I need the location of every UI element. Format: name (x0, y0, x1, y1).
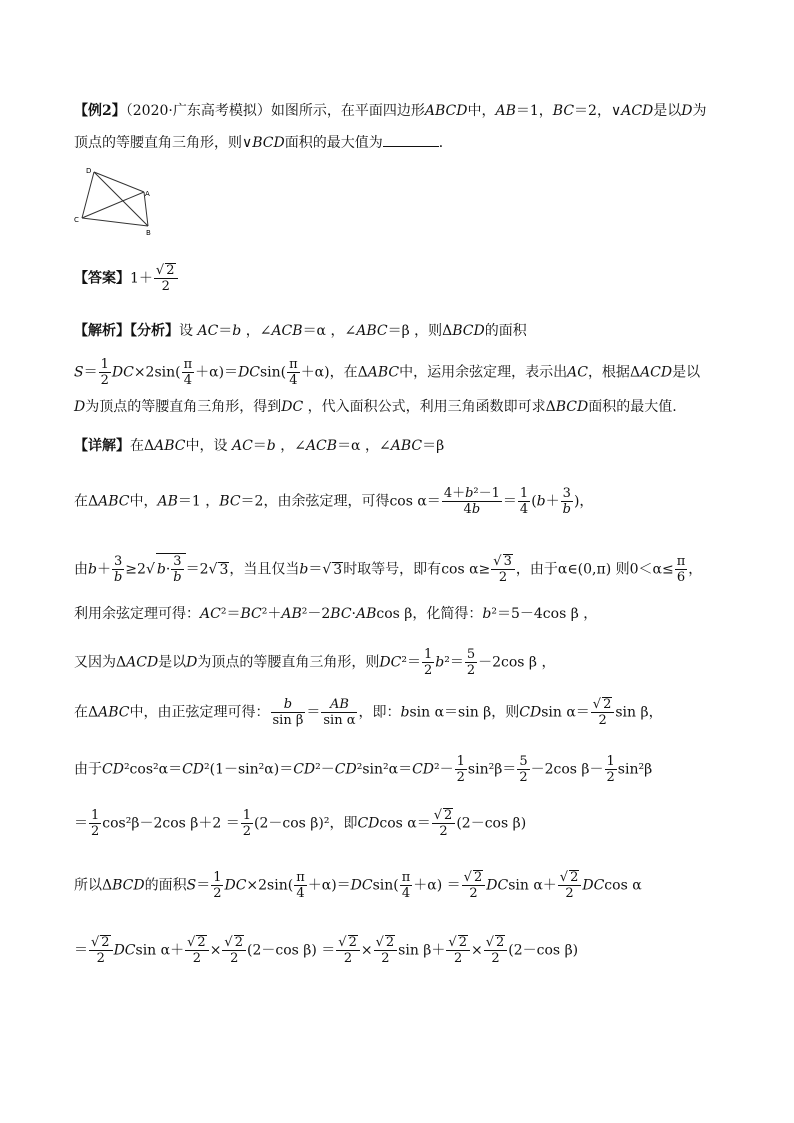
label-B: B (146, 229, 151, 237)
detail-line-5: 又因为ΔACD是以D为顶点的等腰直角三角形，则DC²＝ $\frac{1}{2}$ b²＝ $\frac{5}{2}$ －2cos β ， (74, 647, 556, 678)
analysis-line-3: D为顶点的等腰直角三角形，得到DC ，代入面积公式，利用三角函数即可求ΔBCD面积的最大值. (74, 399, 677, 415)
analysis-line-1: 【解析】【分析】设 AC＝b ，∠ACB＝α ，∠ABC＝β ，则ΔBCD的面积 (74, 323, 527, 339)
answer-line: 【答案】1＋ $\frac{√ 2}{2}$ (74, 263, 179, 294)
detail-line-4: 利用余弦定理可得：AC²＝BC²＋AB²－2BC·ABcos β，化简得：b²＝5－4cos β ， (74, 606, 598, 622)
label-A: A (145, 190, 150, 198)
detail-line-3: 由b＋ $\frac{3}{b}$ ≥2√ b· $\frac{3}{b}$ ＝2√ 3，当且仅当b＝√ 3时取等号，即有cos α≥ $\frac{√ 3}{2}$ ，由于α∈(0,π) 则0＜α≤ $\frac{\pi}{6}$ ， (74, 554, 703, 585)
detail-line-6: 在ΔABC中，由正弦定理可得： $\frac{b}{\text{sin β}}$ ＝ $\frac{AB}{\text{sin α}}$ ，即：bsin α＝sin β，则CDsin α＝ $\frac{√ 2}{2}$ sin β， (74, 697, 663, 728)
detail-line-8: ＝ $\frac{1}{2}$ cos²β－2cos β＋2 ＝ $\frac{1}{2}$ (2－cos β)²，即CDcos α＝ $\frac{√ 2}{2}$ (2－cos β) (74, 808, 527, 839)
detail-line-1: 【详解】在ΔABC中，设 AC＝b ，∠ACB＝α ，∠ABC＝β (74, 438, 445, 454)
detail-line-2: 在ΔABC中，AB＝1 ，BC＝2，由余弦定理，可得cos α＝ $\frac{\text{4＋b²－1}}{4b}$ ＝ $\frac{1}{4}$ (b＋ $\frac{3}{b}$ )， (74, 486, 594, 517)
label-D: D (86, 167, 92, 175)
problem-source: （2020·广东高考模拟） (125, 103, 271, 119)
detail-line-7: 由于CD²cos²α＝CD²(1－sin²α)＝CD²－CD²sin²α＝CD²－ $\frac{1}{2}$ sin²β＝ $\frac{5}{2}$ －2cos β－ $\frac{1}{2}$ sin²β (74, 754, 653, 785)
label-C: C (74, 216, 79, 224)
detail-line-9: 所以ΔBCD的面积S＝ $\frac{1}{2}$ DC×2sin( $\frac{\pi}{4}$ ＋α)＝DCsin( $\frac{\pi}{4}$ ＋α) ＝ $\frac{√ 2}{2}$ DCsin α＋ $\frac{√ 2}{2}$ DCcos α (74, 870, 642, 901)
detail-line-10: ＝ $\frac{√ 2}{2}$ DCsin α＋ $\frac{√ 2}{2}$ × $\frac{√ 2}{2}$ (2－cos β) ＝ $\frac{√ 2}{2}$ × $\frac{√ 2}{2}$ sin β＋ $\frac{√ 2}{2}$ × $\frac{√ 2}{2}$ (2－cos β) (74, 935, 579, 966)
example-tag: 【例2】 (74, 103, 126, 119)
answer-blank (383, 134, 439, 147)
quadrilateral-figure (72, 162, 156, 238)
problem-line-2: 顶点的等腰直角三角形，则∨BCD面积的最大值为 ． (74, 135, 453, 151)
answer-tag: 【答案】 (74, 270, 130, 287)
problem-line-1: 【例2】（2020·广东高考模拟）如图所示，在平面四边形ABCD中，AB＝1，BC＝2，∨ACD是以D为 (74, 103, 707, 119)
analysis-line-2: S＝ $\frac{1}{2}$ DC×2sin( $\frac{\pi}{4}$ ＋α)＝DCsin( $\frac{\pi}{4}$ ＋α)，在ΔABC中，运用余弦定理，表示出AC，根据ΔACD是以 (74, 357, 701, 388)
detail-tag: 【详解】 (74, 438, 130, 454)
analysis-tag: 【解析】【分析】 (74, 323, 179, 339)
